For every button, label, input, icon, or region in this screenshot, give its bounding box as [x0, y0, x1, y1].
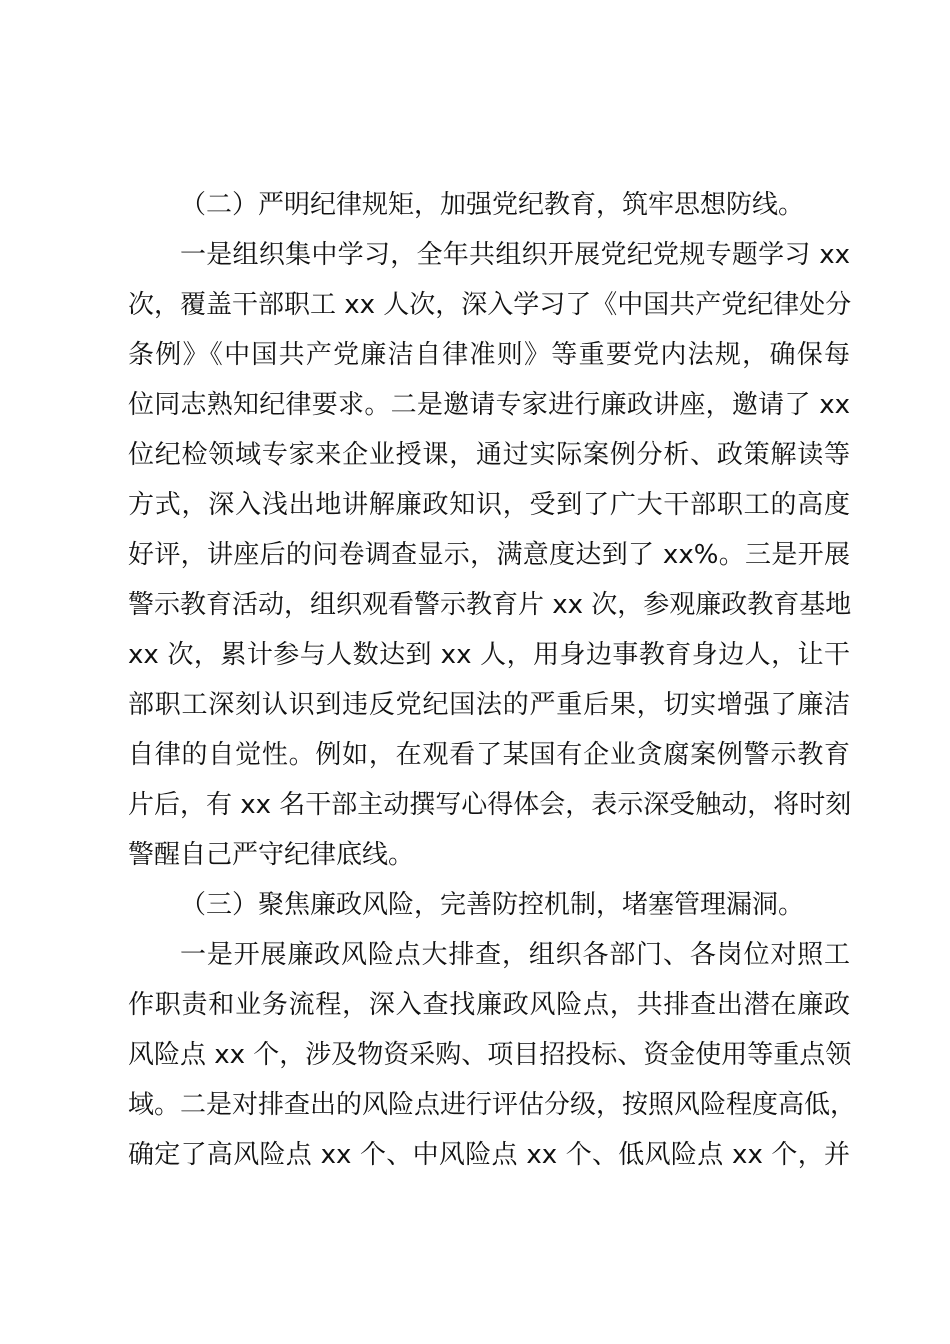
paragraph-line: 部职工深刻认识到违反党纪国法的严重后果，切实增强了廉洁 [128, 690, 850, 720]
paragraph-line: xx 次，累计参与人数达到 xx 人，用身边事教育身边人，让干 [128, 640, 850, 670]
paragraph-line: 自律的自觉性。例如，在观看了某国有企业贪腐案例警示教育 [128, 740, 850, 770]
paragraph-line: 风险点 xx 个，涉及物资采购、项目招投标、资金使用等重点领 [128, 1040, 852, 1070]
section-heading-2: （二）严明纪律规矩，加强党纪教育，筑牢思想防线。 [180, 190, 805, 220]
paragraph-line: 好评，讲座后的问卷调查显示，满意度达到了 xx%。三是开展 [128, 540, 850, 570]
paragraph-line: 条例》《中国共产党廉洁自律准则》等重要党内法规，确保每 [128, 340, 850, 370]
paragraph-line: 位同志熟知纪律要求。二是邀请专家进行廉政讲座，邀请了 xx [128, 390, 850, 420]
paragraph-line: 一是开展廉政风险点大排查，组织各部门、各岗位对照工 [180, 940, 850, 970]
paragraph-line: 作职责和业务流程，深入查找廉政风险点，共排查出潜在廉政 [128, 990, 850, 1020]
section-3-paragraph [128, 930, 857, 1180]
paragraph-line: 次，覆盖干部职工 xx 人次，深入学习了《中国共产党纪律处分 [128, 290, 852, 320]
paragraph-line: 警醒自己严守纪律底线。 [128, 840, 415, 870]
paragraph-line: 位纪检领域专家来企业授课，通过实际案例分析、政策解读等 [128, 440, 850, 470]
paragraph-line: 警示教育活动，组织观看警示教育片 xx 次，参观廉政教育基地 [128, 590, 852, 620]
paragraph-line: 一是组织集中学习，全年共组织开展党纪党规专题学习 xx [180, 240, 850, 270]
document-body [128, 180, 857, 1180]
section-2-paragraph [128, 230, 850, 880]
paragraph-line: 域。二是对排查出的风险点进行评估分级，按照风险程度高低， [128, 1090, 857, 1120]
paragraph-line: 方式，深入浅出地讲解廉政知识，受到了广大干部职工的高度 [128, 490, 850, 520]
paragraph-line: 确定了高风险点 xx 个、中风险点 xx 个、低风险点 xx 个，并 [128, 1140, 850, 1170]
section-heading-3: （三）聚焦廉政风险，完善防控机制，堵塞管理漏洞。 [180, 890, 805, 920]
paragraph-line: 片后，有 xx 名干部主动撰写心得体会，表示深受触动，将时刻 [128, 790, 852, 820]
